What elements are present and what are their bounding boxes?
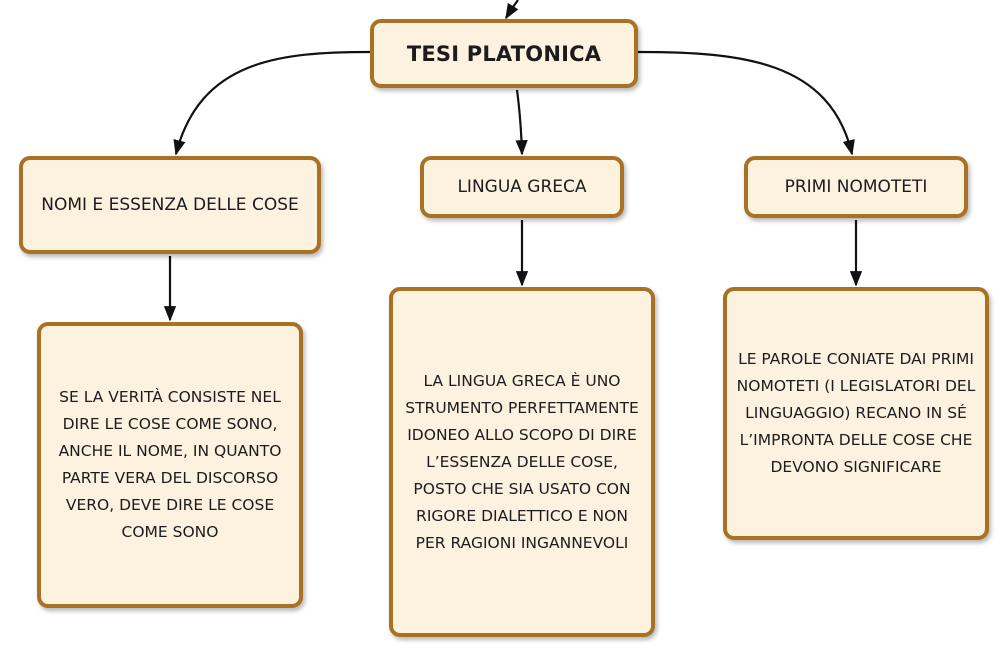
root-label: TESI PLATONICA (406, 41, 602, 66)
detail-text: LE PAROLE CONIATE DAI PRIMI NOMOTETI (I LEGISLATORI DEL LINGUAGGIO) RECANO IN SÉ L’IMPRONTA DELLE COSE CHE DEVONO SIGNIFICARE (736, 350, 976, 476)
detail-node-primi (723, 287, 989, 540)
detail-text: LA LINGUA GRECA È UNO STRUMENTO PERFETTAMENTE IDONEO ALLO SCOPO DI DIRE L’ESSENZA DELLE COSE, POSTO CHE SIA USATO CON RIGORE DIALETTICO E NON PER RAGIONI INGANNEVOLI (405, 371, 639, 552)
branch-node-nomi (19, 156, 321, 254)
connector-root-to-primi (638, 52, 852, 154)
branch-label: NOMI E ESSENZA DELLE COSE (41, 195, 299, 215)
incoming-connector (506, 0, 518, 18)
connector-root-to-nomi (176, 52, 370, 154)
branch-label: PRIMI NOMOTETI (784, 177, 928, 197)
branch-node-primi (744, 156, 968, 218)
connector-root-to-lingua (517, 90, 522, 154)
detail-text: SE LA VERITÀ CONSISTE NEL DIRE LE COSE COME SONO, ANCHE IL NOME, IN QUANTO PARTE VERA DEL DISCORSO VERO, DEVE DIRE LE COSE COME SONO (58, 388, 282, 541)
branch-node-lingua (420, 156, 624, 218)
detail-node-nomi (37, 322, 303, 608)
branch-label: LINGUA GRECA (457, 177, 587, 197)
detail-node-lingua (389, 287, 655, 637)
root-node (370, 19, 638, 88)
